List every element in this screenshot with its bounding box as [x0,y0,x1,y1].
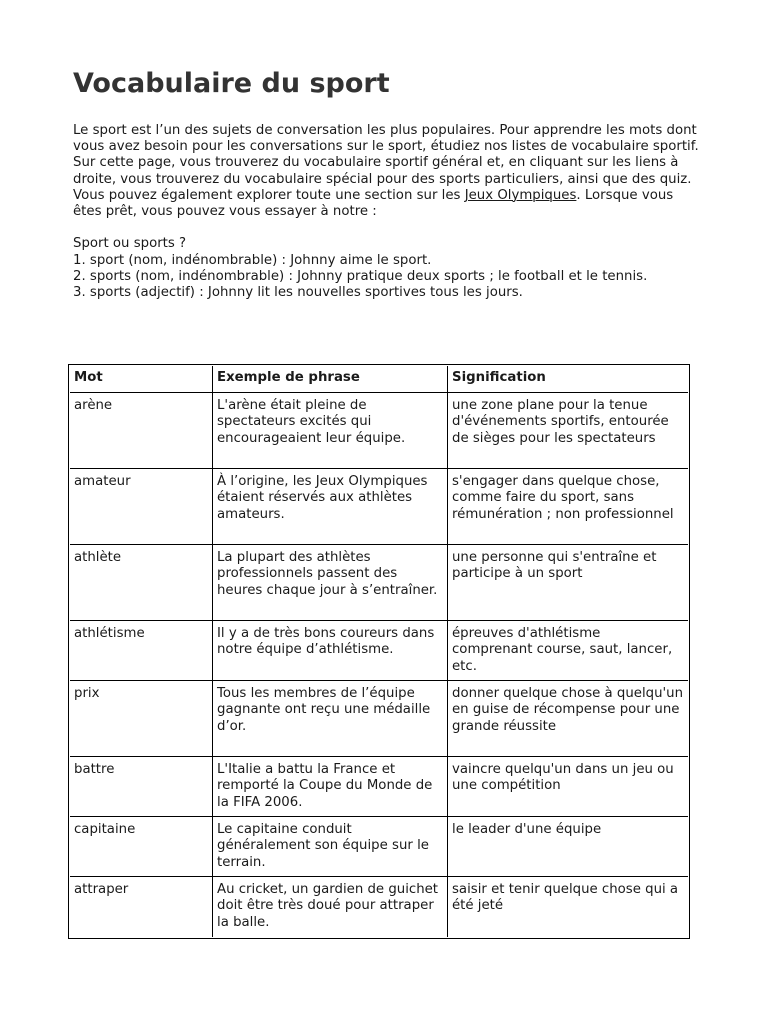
vocabulary-table-grid [70,366,688,937]
cell-mot: capitaine [70,817,213,877]
cell-mot: attraper [70,877,213,937]
cell-signification: saisir et tenir quelque chose qui a été jeté [452,882,679,914]
table-row [70,621,688,681]
cell-exemple: Il y a de très bons coureurs dans notre équipe d’athlétisme. [213,621,448,681]
cell-mot: athlète [70,545,213,621]
cell-exemple: À l’origine, les Jeux Olympiques étaient réservés aux athlètes amateurs. [213,469,448,545]
header-signification: Signification [448,366,688,393]
table-row [70,757,688,817]
sport-or-sports-heading: Sport ou sports ? [73,236,187,252]
table-row [70,545,688,621]
table-header-row [70,366,688,393]
cell-mot: amateur [70,469,213,545]
table-row [70,817,688,877]
usage-item-3: 3. sports (adjectif) : Johnny lit les nouvelles sportives tous les jours. [73,285,523,301]
cell-exemple: Tous les membres de l’équipe gagnante ont reçu une médaille d’or. [213,681,448,757]
cell-exemple: L'Italie a battu la France et remporté la Coupe du Monde de la FIFA 2006. [213,757,448,817]
table-row [70,469,688,545]
table-row [70,393,688,469]
cell-signification: une zone plane pour la tenue d'événements sportifs, entourée de sièges pour les spectateurs [448,393,688,469]
cell-mot: arène [70,393,213,469]
cell-exemple: Au cricket, un gardien de guichet doit être très doué pour attraper la balle. [213,877,448,937]
cell-signification: une personne qui s'entraîne et participe à un sport [448,545,688,621]
cell-exemple: Le capitaine conduit généralement son équipe sur le terrain. [213,817,448,877]
header-exemple: Exemple de phrase [213,366,448,393]
header-mot: Mot [70,366,213,393]
intro-paragraph [73,123,701,220]
sport-or-sports-section [73,236,701,301]
intro-text-end: . Lorsque vous êtes prêt, vous pouvez vous essayer à notre : [73,187,674,220]
cell-signification: donner quelque chose à quelqu'un en guise de récompense pour une grande réussite [448,681,688,757]
usage-item-2: 2. sports (nom, indénombrable) : Johnny pratique deux sports ; le football et le tennis. [73,268,648,284]
cell-mot: athlétisme [70,621,213,681]
cell-signification: épreuves d'athlétisme comprenant course, saut, lancer, etc. [448,621,688,681]
cell-signification: vaincre quelqu'un dans un jeu ou une compétition [448,757,688,817]
cell-signification: le leader d'une équipe [448,817,688,877]
table-row [70,877,688,937]
cell-mot: battre [70,757,213,817]
vocabulary-table [68,364,690,939]
intro-text-start: Le sport est l’un des sujets de conversation les plus populaires. Pour apprendre les mots dont vous avez besoin pour les conversations sur le sport, étudiez nos listes de vocabulaire sportif. Sur cette page, vous trouverez du vocabulaire sportif général et, en cliquant sur les liens à droite, vous trouverez du vocabulaire spécial pour des sports particuliers, ainsi que des quiz. Vous pouvez également explorer toute une section sur les [73,123,699,203]
page-title: Vocabulaire du sport [73,68,390,99]
document-page [73,66,701,301]
cell-exemple: La plupart des athlètes professionnels passent des heures chaque jour à s’entraîner. [213,545,448,621]
table-row [70,681,688,757]
jeux-olympiques-link[interactable]: Jeux Olympiques [464,187,577,203]
cell-mot: prix [70,681,213,757]
cell-exemple: L'arène était pleine de spectateurs excités qui encourageaient leur équipe. [213,393,448,469]
cell-signification: s'engager dans quelque chose, comme faire du sport, sans rémunération ; non professionnel [448,469,688,545]
usage-item-1: 1. sport (nom, indénombrable) : Johnny aime le sport. [73,252,432,268]
